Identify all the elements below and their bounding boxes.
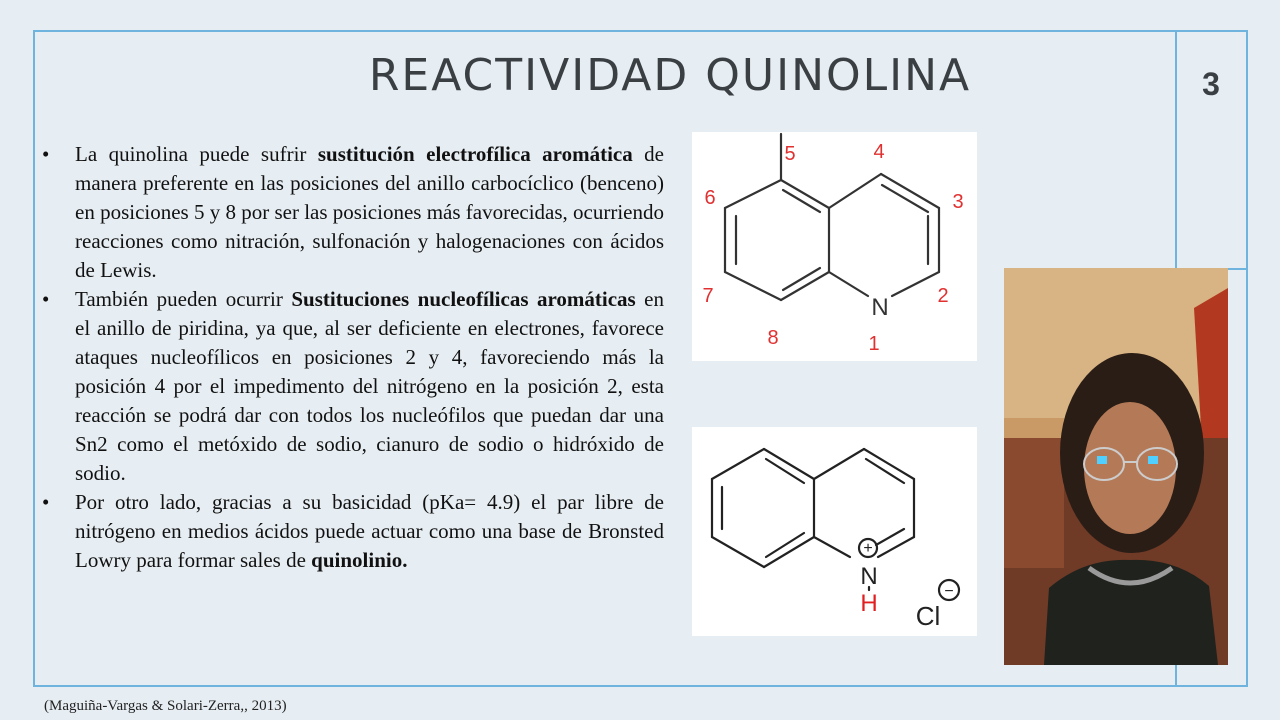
bullet-text: Por otro lado, gracias a su basicidad (pKa= 4.9) el par libre de nitrógeno en medios ácidos puede actuar como una base de Bronsted Lowry para formar sales de [75, 490, 664, 572]
slide-title: REACTIVIDAD QUINOLINA [368, 50, 972, 101]
position-7-label: 7 [702, 285, 714, 307]
position-8-label: 8 [767, 327, 779, 349]
presenter-video-frame [1004, 268, 1228, 665]
bullet-item-3 [42, 488, 664, 575]
bullet-bold-text: quinolinio. [311, 548, 408, 572]
bullet-marker: • [42, 142, 50, 166]
hydrogen-atom-label: H [860, 590, 878, 617]
position-5-label: 5 [784, 143, 796, 165]
bullet-text: También pueden ocurrir [75, 287, 292, 311]
bullet-marker: • [42, 287, 50, 311]
chloride-label: Cl [915, 601, 941, 631]
position-6-label: 6 [704, 187, 716, 209]
position-1-label: 1 [868, 333, 880, 355]
bullet-bold-text: sustitución electrofílica aromática [317, 142, 633, 166]
webcam-video-overlay [1004, 268, 1228, 665]
bullet-text: en el anillo de piridina, ya que, al ser deficiente en electrones, favorece ataques nucleofílicos en posiciones 2 y 4, favoreciendo más la posición 4 por el impedimento del nitrógeno en la posición 2, esta reacción se podrá dar con todos los nucleófilos que puedan dar una Sn2 como el metóxido de sodio, cianuro de sodio o hidróxido de sodio. [75, 287, 665, 485]
quinoline-numbered-diagram [692, 132, 977, 361]
position-4-label: 4 [873, 141, 885, 163]
quinoline-structure-svg [692, 132, 977, 361]
bullet-text: La quinolina puede sufrir [75, 142, 318, 166]
quinolinium-chloride-diagram [692, 427, 977, 636]
nitrogen-atom-label: N [871, 294, 889, 321]
bullet-item-2 [42, 285, 664, 488]
citation-text: (Maguiña-Vargas & Solari-Zerra,, 2013) [44, 698, 287, 714]
bullet-marker: • [42, 490, 50, 514]
bullet-text: de manera preferente en las posiciones del anillo carbocíclico (benceno) en posiciones 5 y 8 por ser las posiciones más favorecidas, ocurriendo reacciones como nitración, sulfonación y halogenaciones con ácidos de Lewis. [75, 142, 665, 282]
bullet-list [42, 140, 664, 575]
quinolinium-structure-svg [692, 427, 977, 636]
minus-charge-sign: − [944, 583, 954, 600]
position-3-label: 3 [952, 191, 964, 213]
nitrogen-atom-label: N [860, 563, 878, 590]
bullet-bold-text: Sustituciones nucleofílicas aromáticas [291, 287, 636, 311]
bullet-item-1 [42, 140, 664, 285]
plus-charge-sign: + [863, 540, 873, 557]
position-2-label: 2 [937, 285, 949, 307]
page-number: 3 [1202, 66, 1220, 102]
